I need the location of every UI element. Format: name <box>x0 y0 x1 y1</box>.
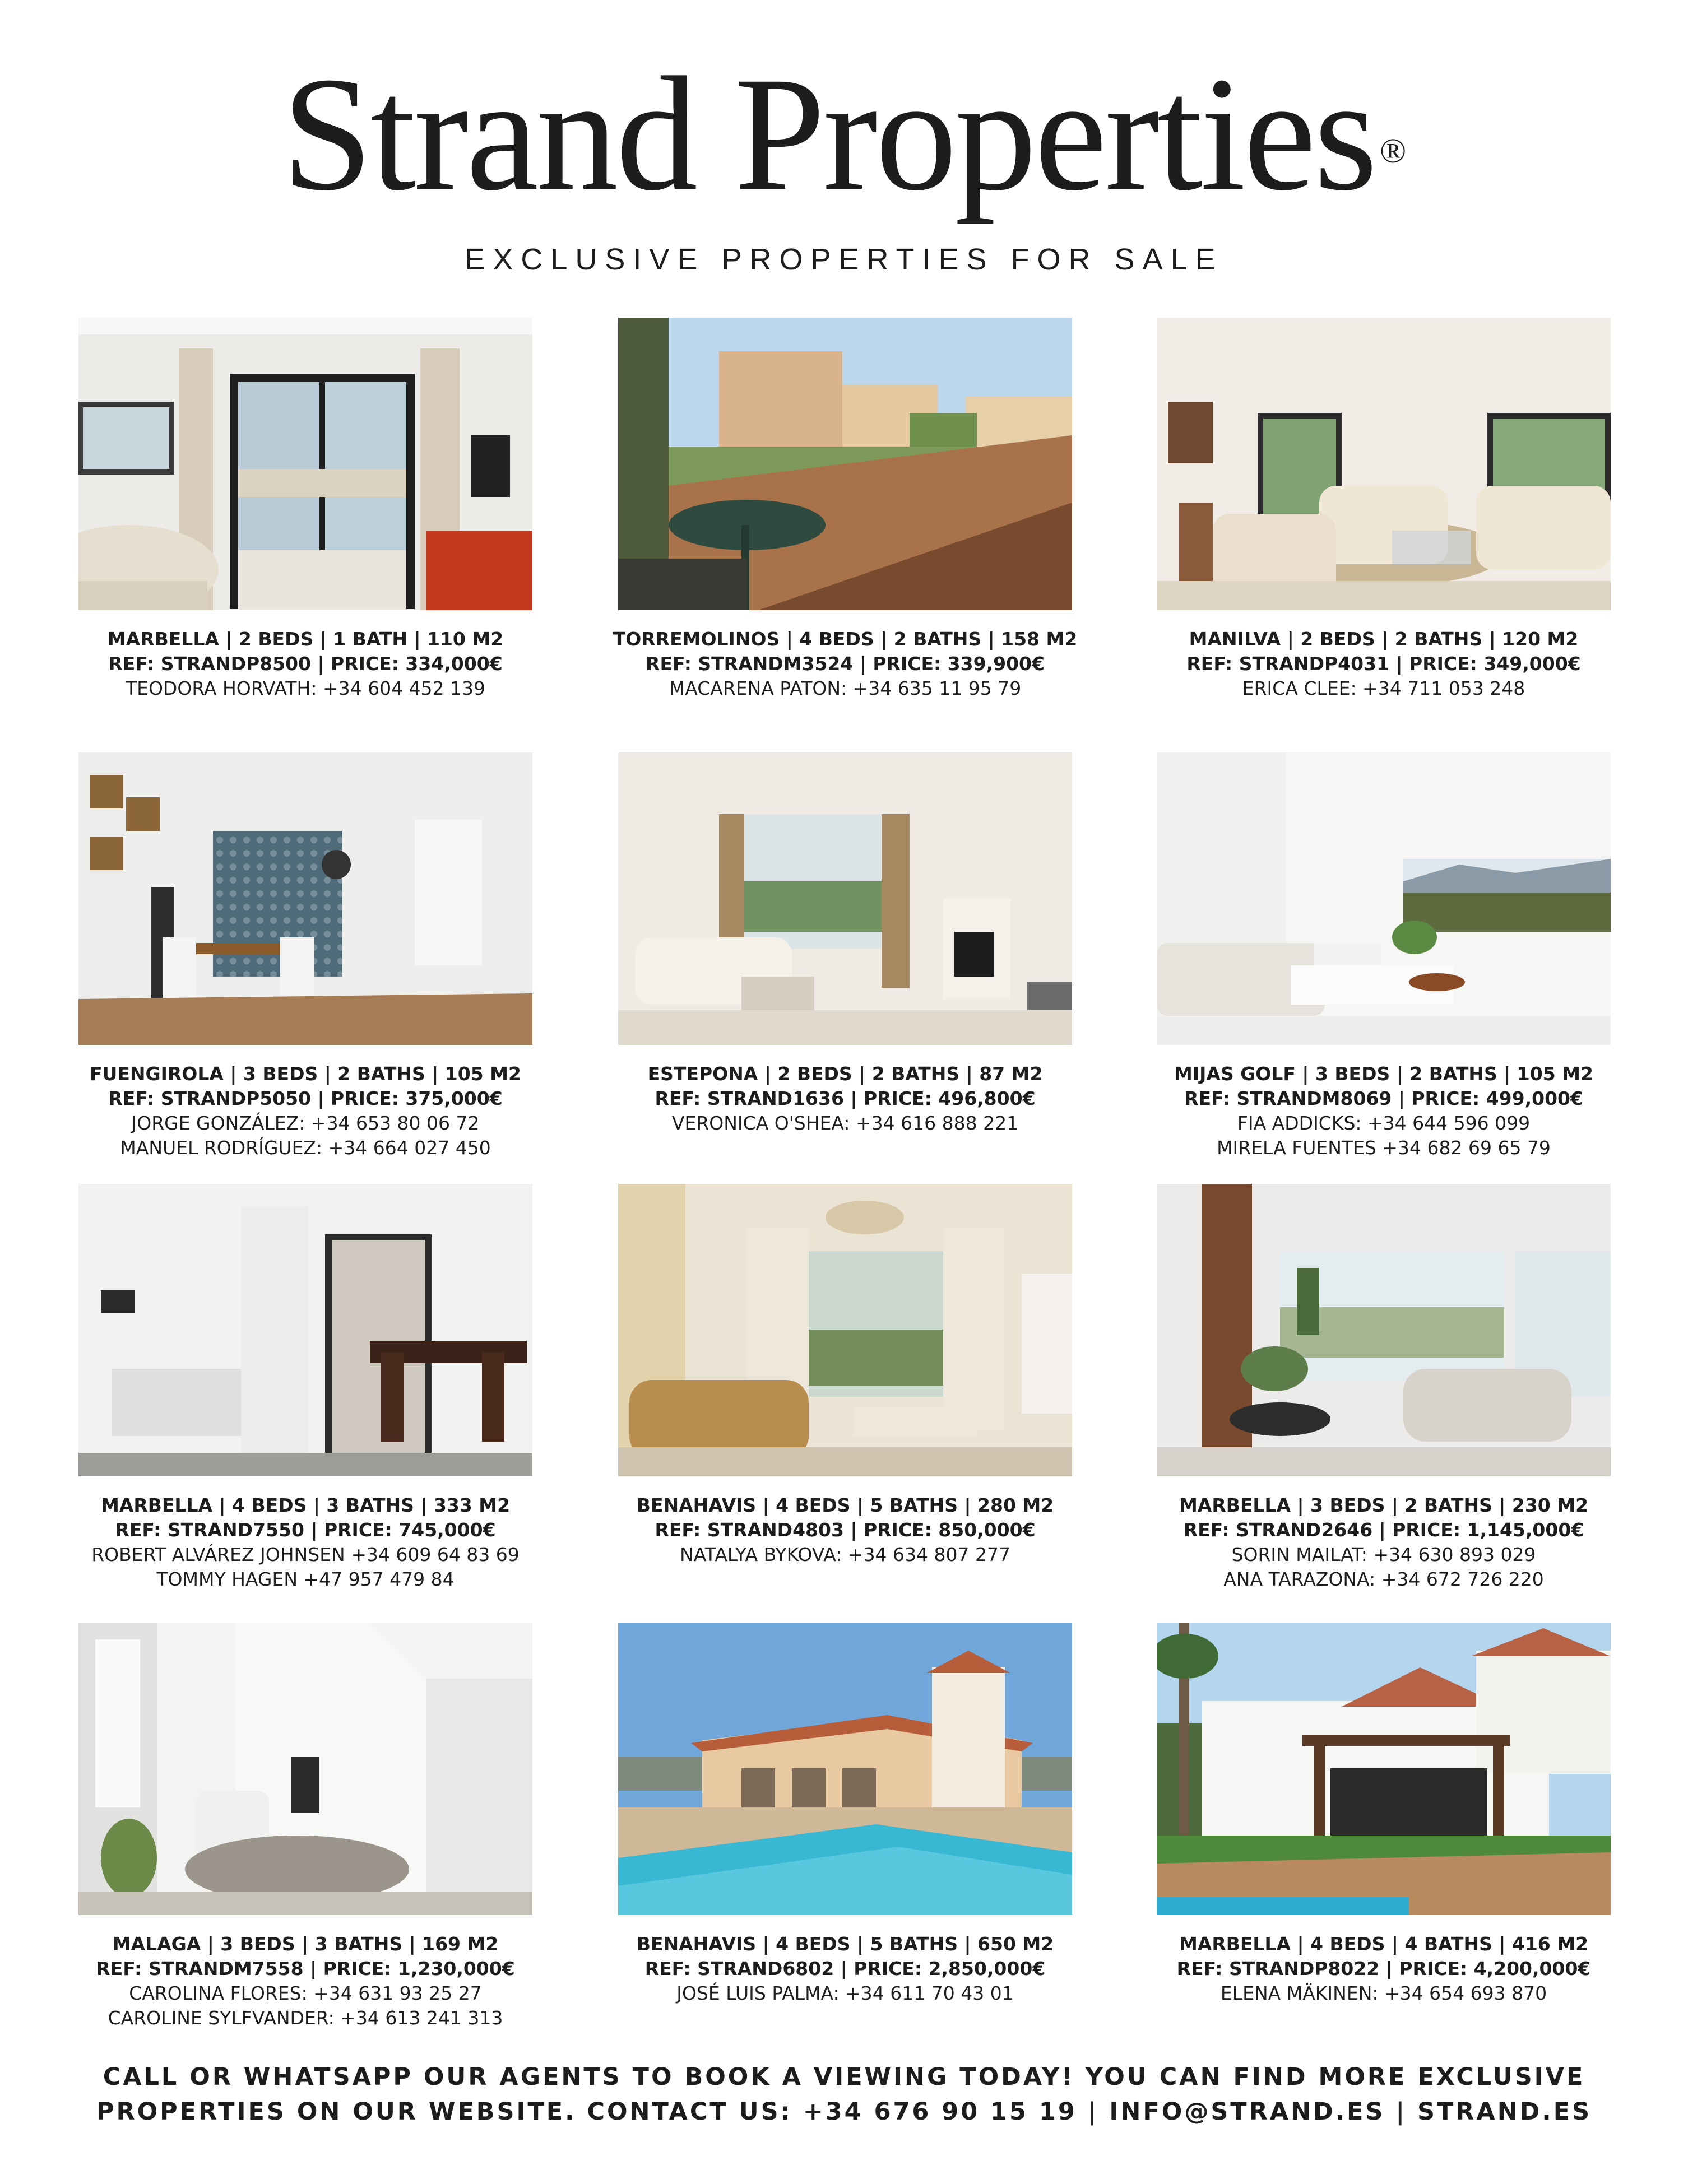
listing-summary: ESTEPONA | 2 BEDS | 2 BATHS | 87 M2 <box>647 1063 1043 1085</box>
footer-line-2[interactable]: PROPERTIES ON OUR WEBSITE. CONTACT US: +34 676 90 15 19 | INFO@STRAND.ES | STRAND.ES <box>96 2098 1592 2126</box>
listing-info <box>601 1493 1089 1567</box>
listing-ref-price: REF: STRAND6802 | PRICE: 2,850,000€ <box>644 1958 1046 1979</box>
listing-ref-price: REF: STRANDM8069 | PRICE: 499,000€ <box>1184 1088 1583 1109</box>
listing-info <box>601 1932 1089 2006</box>
agent-contact[interactable]: CAROLINE SYLFVANDER: +34 613 241 313 <box>108 2007 503 2029</box>
listing-info <box>62 1493 549 1592</box>
listing-info <box>1140 627 1627 701</box>
property-photo[interactable] <box>1157 752 1611 1045</box>
listing-ref-price: REF: STRANDM3524 | PRICE: 339,900€ <box>646 653 1045 675</box>
property-photo[interactable] <box>1157 1623 1611 1915</box>
brand-name: Strand Properties <box>281 44 1376 225</box>
listing-summary: FUENGIROLA | 3 BEDS | 2 BATHS | 105 M2 <box>90 1063 521 1085</box>
listing-summary: BENAHAVIS | 4 BEDS | 5 BATHS | 650 M2 <box>636 1933 1054 1955</box>
agent-contact[interactable]: MACARENA PATON: +34 635 11 95 79 <box>669 677 1022 699</box>
agent-contact[interactable]: MIRELA FUENTES +34 682 69 65 79 <box>1217 1137 1551 1159</box>
footer-line-1: CALL OR WHATSAPP OUR AGENTS TO BOOK A VIEWING TODAY! YOU CAN FIND MORE EXCLUSIVE <box>103 2063 1585 2091</box>
tagline: EXCLUSIVE PROPERTIES FOR SALE <box>465 243 1223 276</box>
listing-ref-price: REF: STRAND4803 | PRICE: 850,000€ <box>655 1519 1036 1541</box>
property-photo[interactable] <box>78 752 532 1045</box>
listing-info <box>1140 1493 1627 1592</box>
listing-info <box>62 627 549 701</box>
listing-ref-price: REF: STRANDP8022 | PRICE: 4,200,000€ <box>1176 1958 1591 1979</box>
property-photo[interactable] <box>1157 318 1611 610</box>
listing-info <box>62 1932 549 2030</box>
listing-info <box>1140 1932 1627 2006</box>
agent-contact[interactable]: VERONICA O'SHEA: +34 616 888 221 <box>671 1112 1019 1134</box>
property-photo[interactable] <box>618 752 1072 1045</box>
listing-ref-price: REF: STRAND7550 | PRICE: 745,000€ <box>115 1519 496 1541</box>
listing-summary: MARBELLA | 3 BEDS | 2 BATHS | 230 M2 <box>1179 1494 1589 1516</box>
agent-contact[interactable]: ELENA MÄKINEN: +34 654 693 870 <box>1220 1982 1547 2004</box>
property-photo[interactable] <box>78 1623 532 1915</box>
listing-summary: MIJAS GOLF | 3 BEDS | 2 BATHS | 105 M2 <box>1174 1063 1593 1085</box>
listing-summary: MARBELLA | 2 BEDS | 1 BATH | 110 M2 <box>107 628 504 650</box>
listing-summary: MARBELLA | 4 BEDS | 4 BATHS | 416 M2 <box>1179 1933 1589 1955</box>
property-photo[interactable] <box>78 318 532 610</box>
listing-info <box>601 627 1089 701</box>
agent-contact[interactable]: TOMMY HAGEN +47 957 479 84 <box>156 1568 455 1590</box>
listing-summary: MARBELLA | 4 BEDS | 3 BATHS | 333 M2 <box>100 1494 511 1516</box>
brand-logo <box>0 44 1688 225</box>
property-photo[interactable] <box>618 1184 1072 1476</box>
agent-contact[interactable]: CAROLINA FLORES: +34 631 93 25 27 <box>129 1982 482 2004</box>
agent-contact[interactable]: FIA ADDICKS: +34 644 596 099 <box>1237 1112 1531 1134</box>
listing-ref-price: REF: STRAND1636 | PRICE: 496,800€ <box>655 1088 1036 1109</box>
listing-ref-price: REF: STRAND2646 | PRICE: 1,145,000€ <box>1183 1519 1584 1541</box>
agent-contact[interactable]: SORIN MAILAT: +34 630 893 029 <box>1231 1544 1536 1565</box>
agent-contact[interactable]: TEODORA HORVATH: +34 604 452 139 <box>125 677 486 699</box>
registered-mark: ® <box>1380 132 1407 170</box>
agent-contact[interactable]: JOSÉ LUIS PALMA: +34 611 70 43 01 <box>676 1982 1014 2004</box>
agent-contact[interactable]: ANA TARAZONA: +34 672 726 220 <box>1223 1568 1544 1590</box>
agent-contact[interactable]: MANUEL RODRÍGUEZ: +34 664 027 450 <box>120 1137 491 1159</box>
listing-ref-price: REF: STRANDP5050 | PRICE: 375,000€ <box>108 1088 503 1109</box>
listing-summary: BENAHAVIS | 4 BEDS | 5 BATHS | 280 M2 <box>636 1494 1054 1516</box>
listing-info <box>62 1062 549 1160</box>
property-photo[interactable] <box>618 318 1072 610</box>
property-photo[interactable] <box>1157 1184 1611 1476</box>
property-photo[interactable] <box>618 1623 1072 1915</box>
listing-info <box>601 1062 1089 1136</box>
listing-summary: MALAGA | 3 BEDS | 3 BATHS | 169 M2 <box>112 1933 499 1955</box>
agent-contact[interactable]: ERICA CLEE: +34 711 053 248 <box>1242 677 1525 699</box>
listing-summary: TORREMOLINOS | 4 BEDS | 2 BATHS | 158 M2 <box>613 628 1078 650</box>
agent-contact[interactable]: ROBERT ALVÁREZ JOHNSEN +34 609 64 83 69 <box>91 1544 520 1565</box>
property-photo[interactable] <box>78 1184 532 1476</box>
footer-cta <box>0 2060 1688 2129</box>
listing-ref-price: REF: STRANDP4031 | PRICE: 349,000€ <box>1186 653 1581 675</box>
agent-contact[interactable]: JORGE GONZÁLEZ: +34 653 80 06 72 <box>131 1112 480 1134</box>
listing-ref-price: REF: STRANDM7558 | PRICE: 1,230,000€ <box>96 1958 515 1979</box>
listing-info <box>1140 1062 1627 1160</box>
listing-ref-price: REF: STRANDP8500 | PRICE: 334,000€ <box>108 653 503 675</box>
listing-summary: MANILVA | 2 BEDS | 2 BATHS | 120 M2 <box>1189 628 1579 650</box>
agent-contact[interactable]: NATALYA BYKOVA: +34 634 807 277 <box>680 1544 1010 1565</box>
